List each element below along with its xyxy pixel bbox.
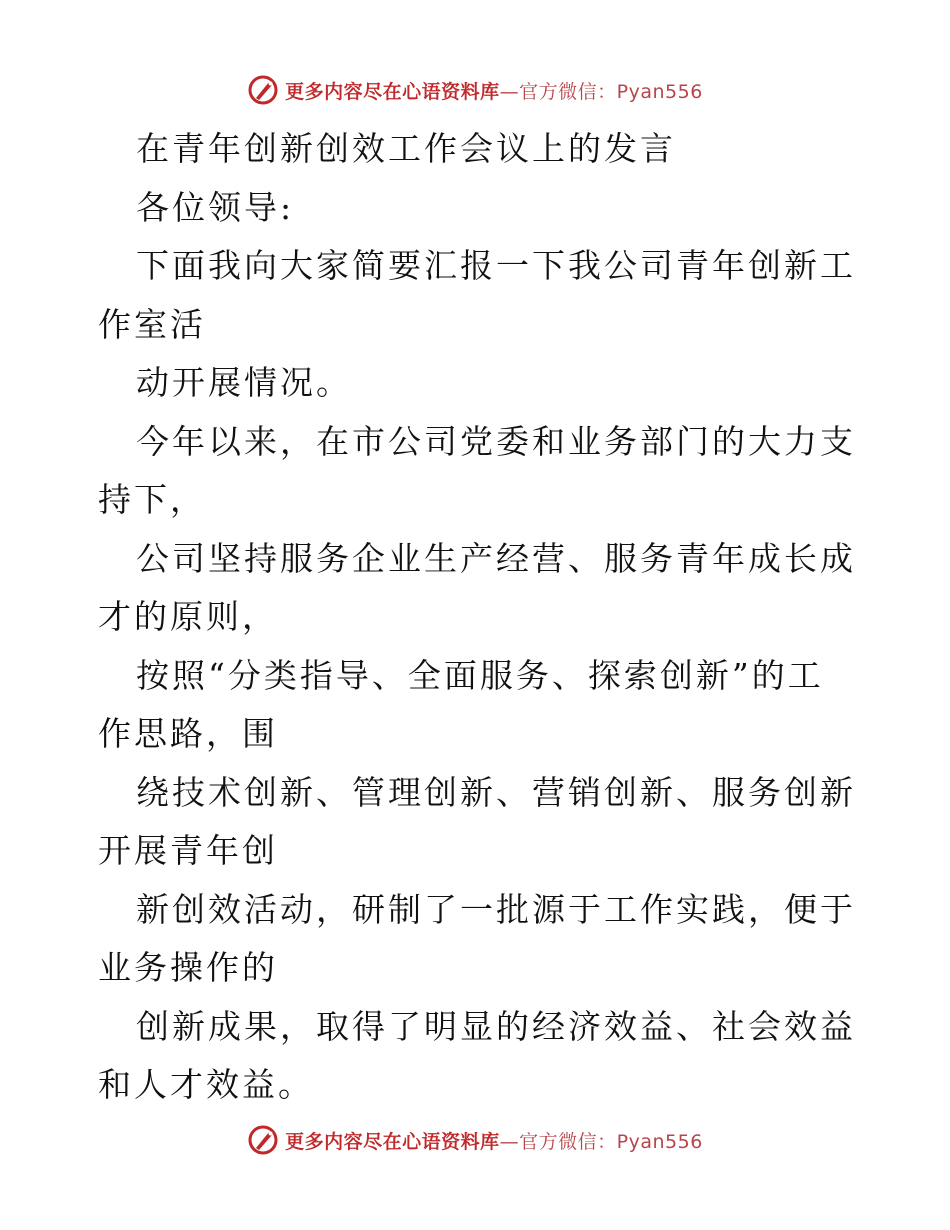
paragraph-line: 公司坚持服务企业生产经营、服务青年成长成才的原则，	[98, 538, 856, 636]
paragraph-line: 新创效活动，研制了一批源于工作实践，便于业务操作的	[98, 889, 856, 987]
paragraph-line: 按照“分类指导、全面服务、探索创新”的工作思路，围	[98, 655, 824, 753]
watermark-main: 更多内容尽在心语资料库	[285, 1130, 500, 1153]
watermark-text	[285, 1127, 703, 1154]
watermark-main: 更多内容尽在心语资料库	[285, 80, 500, 103]
paragraph-line: 创新成果，取得了明显的经济效益、社会效益和人才效益。	[98, 1006, 856, 1104]
document-body	[98, 120, 858, 1115]
paragraph-line: 动开展情况。	[136, 363, 352, 402]
salutation: 各位领导:	[136, 187, 295, 227]
watermark-official: 官方微信：Pyan556	[519, 80, 703, 103]
watermark-separator: —	[499, 80, 520, 103]
footer-watermark	[0, 1120, 950, 1160]
pen-logo-icon	[247, 1124, 279, 1156]
watermark-separator: —	[499, 1130, 520, 1153]
paragraph-line: 绕技术创新、管理创新、营销创新、服务创新开展青年创	[98, 772, 856, 870]
document-title: 在青年创新创效工作会议上的发言	[136, 129, 676, 168]
paragraph-line: 今年以来，在市公司党委和业务部门的大力支持下，	[98, 421, 856, 519]
paragraph-line: 下面我向大家简要汇报一下我公司青年创新工作室活	[98, 246, 856, 344]
header-watermark	[0, 70, 950, 110]
watermark-text	[285, 77, 703, 104]
watermark-official: 官方微信：Pyan556	[519, 1130, 703, 1153]
pen-logo-icon	[247, 74, 279, 106]
